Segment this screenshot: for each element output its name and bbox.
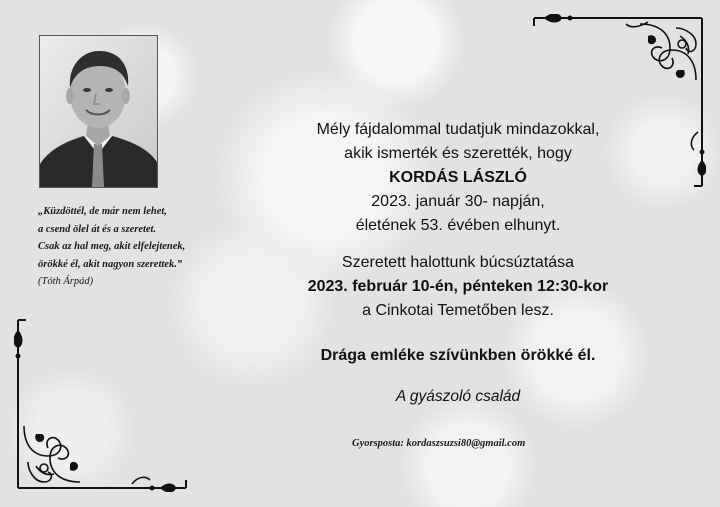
- quote-line-3: Csak az hal meg, akit elfelejtenek,: [38, 241, 186, 253]
- bottom-left-ornament: [14, 316, 190, 492]
- contact-email[interactable]: kordaszsuzsi80@gmail.com: [406, 438, 526, 449]
- funeral-date: 2023. február 10-én, pénteken 12:30-kor: [307, 278, 609, 295]
- portrait-photo: [39, 35, 158, 188]
- funeral-line-1: Szeretett halottunk búcsúztatása: [341, 254, 575, 271]
- quote-line-2: a csend ölel át és a szeretet.: [38, 223, 157, 235]
- death-date: 2023. január 30- napján,: [371, 193, 545, 210]
- intro-line-2: akik ismerték és szerették, hogy: [344, 145, 572, 162]
- closing-line: Drága emléke szívünkben örökké él.: [320, 347, 596, 364]
- quote-line-1: „Küzdöttél, de már nem lehet,: [38, 206, 167, 217]
- family-signature: A gyászoló család: [395, 388, 521, 405]
- funeral-location: a Cinkotai Temetőben lesz.: [362, 302, 554, 319]
- death-notice: [258, 118, 658, 409]
- deceased-name: KORDÁS LÁSZLÓ: [389, 169, 527, 186]
- age-line: életének 53. évében elhunyt.: [355, 217, 561, 234]
- quote-line-4: örökké él, akit nagyon szerettek.”: [38, 258, 183, 270]
- memorial-quote: [38, 203, 238, 291]
- contact-label: Gyorsposta:: [352, 438, 404, 449]
- contact-line: [352, 438, 525, 449]
- intro-line-1: Mély fájdalommal tudatjuk mindazokkal,: [316, 121, 600, 138]
- quote-author: (Tóth Árpád): [38, 276, 94, 288]
